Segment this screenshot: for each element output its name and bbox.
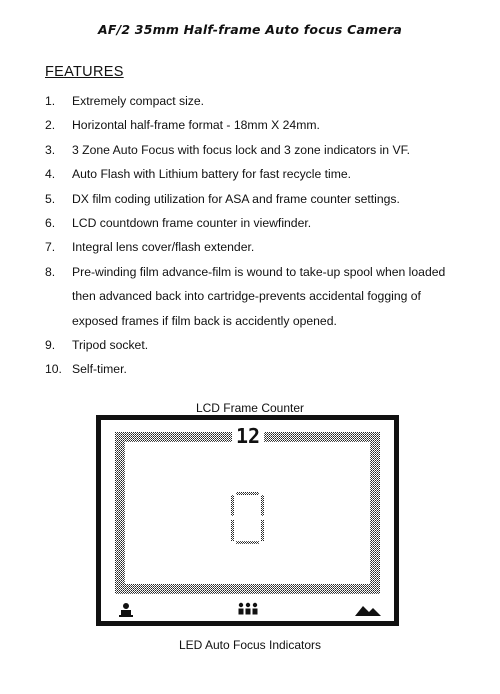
frame-lines	[115, 432, 380, 594]
group-icon	[239, 603, 258, 615]
led-auto-focus-indicators-label: LED Auto Focus Indicators	[178, 638, 322, 652]
lcd-frame-counter-label: LCD Frame Counter	[195, 401, 305, 415]
feature-number: 4.	[45, 167, 56, 182]
feature-text: Tripod socket.	[72, 338, 149, 353]
document-title: AF/2 35mm Half-frame Auto focus Camera	[97, 22, 403, 37]
feature-text: LCD countdown frame counter in viewfinder.	[72, 216, 312, 231]
feature-text: Integral lens cover/flash extender.	[72, 240, 255, 255]
feature-item	[45, 162, 495, 186]
feature-item	[45, 357, 495, 381]
feature-number: 6.	[45, 216, 56, 231]
feature-number	[45, 284, 72, 308]
feature-item	[45, 113, 495, 137]
feature-number: 3.	[45, 142, 56, 157]
single-person-icon	[119, 603, 133, 617]
feature-text: Horizontal half-frame format - 18mm X 24mm.	[72, 118, 320, 133]
features-heading: FEATURES	[45, 64, 124, 80]
mountain-icon	[355, 606, 381, 616]
viewfinder-diagram	[96, 415, 399, 626]
feature-item	[45, 187, 495, 211]
af-target-brackets	[231, 492, 264, 544]
feature-text: Auto Flash with Lithium battery for fast recycle time.	[72, 167, 352, 182]
feature-text: 3 Zone Auto Focus with focus lock and 3 zone indicators in VF.	[72, 142, 411, 157]
viewfinder-svg	[101, 420, 394, 621]
feature-text: DX film coding utilization for ASA and frame counter settings.	[72, 191, 400, 206]
feature-number: 8.	[45, 264, 56, 279]
feature-number: 5.	[45, 191, 56, 206]
feature-item	[45, 260, 495, 284]
feature-item	[45, 211, 495, 235]
feature-item	[45, 235, 495, 259]
feature-item	[45, 333, 495, 357]
feature-number: 9.	[45, 338, 56, 353]
feature-item	[45, 138, 495, 162]
feature-number: 7.	[45, 240, 56, 255]
feature-number: 2.	[45, 118, 56, 133]
feature-text: Self-timer.	[72, 362, 127, 377]
feature-number	[45, 309, 72, 333]
feature-text: Pre-winding film advance-film is wound to take-up spool when loaded	[72, 264, 446, 279]
features-list	[45, 89, 495, 382]
feature-number: 10.	[45, 362, 62, 377]
feature-item	[45, 284, 495, 308]
feature-text: then advanced back into cartridge-prevents accidental fogging of	[72, 289, 421, 304]
feature-text: exposed frames if film back is accidently opened.	[72, 313, 337, 328]
feature-number: 1.	[45, 94, 56, 108]
feature-item	[45, 89, 495, 113]
feature-item	[45, 309, 495, 333]
frame-counter-digits: 12	[235, 424, 261, 448]
feature-text: Extremely compact size.	[72, 94, 205, 108]
